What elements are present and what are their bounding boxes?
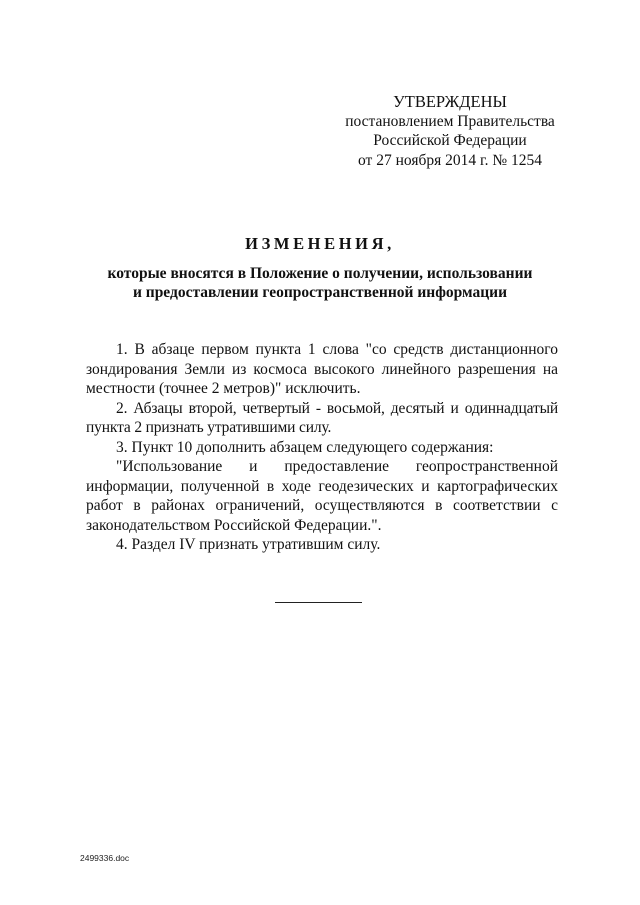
approval-authority: Российской Федерации bbox=[373, 132, 527, 149]
document-title: ИЗМЕНЕНИЯ, bbox=[245, 234, 395, 253]
paragraph-3: 3. Пункт 10 дополнить абзацем следующего содержания: bbox=[116, 438, 494, 456]
approval-decree: постановлением Правительства bbox=[345, 112, 555, 130]
approval-heading: УТВЕРЖДЕНЫ bbox=[393, 92, 507, 111]
document-body bbox=[86, 340, 558, 555]
paragraph-2: 2. Абзацы второй, четвертый - восьмой, десятый и одиннадцатый пункта 2 признать утратившими силу. bbox=[86, 399, 558, 436]
subtitle-line-2: и предоставлении геопространственной информации bbox=[132, 284, 508, 301]
paragraph-5: 4. Раздел IV признать утратившим силу. bbox=[116, 536, 381, 553]
document-file-number: 2499336.doc bbox=[80, 853, 130, 863]
approval-date-number: от 27 ноября 2014 г. № 1254 bbox=[358, 151, 542, 169]
approval-block bbox=[330, 92, 570, 170]
subtitle-line-1: которые вносятся в Положение о получении, использовании bbox=[107, 265, 533, 282]
end-separator-line bbox=[275, 602, 362, 603]
paragraph-4: "Использование и предоставление геопространственной информации, полученной в ходе геодезических и картографических работ в районах ограничений, осуществляются в соответствии с законодательством Российской Федерации.". bbox=[86, 458, 558, 534]
paragraph-1: 1. В абзаце первом пункта 1 слова "со средств дистанционного зондирования Земли из космоса высокого линейного разрешения на местности (точнее 2 метров)" исключить. bbox=[86, 341, 558, 397]
document-subtitle bbox=[100, 264, 540, 302]
